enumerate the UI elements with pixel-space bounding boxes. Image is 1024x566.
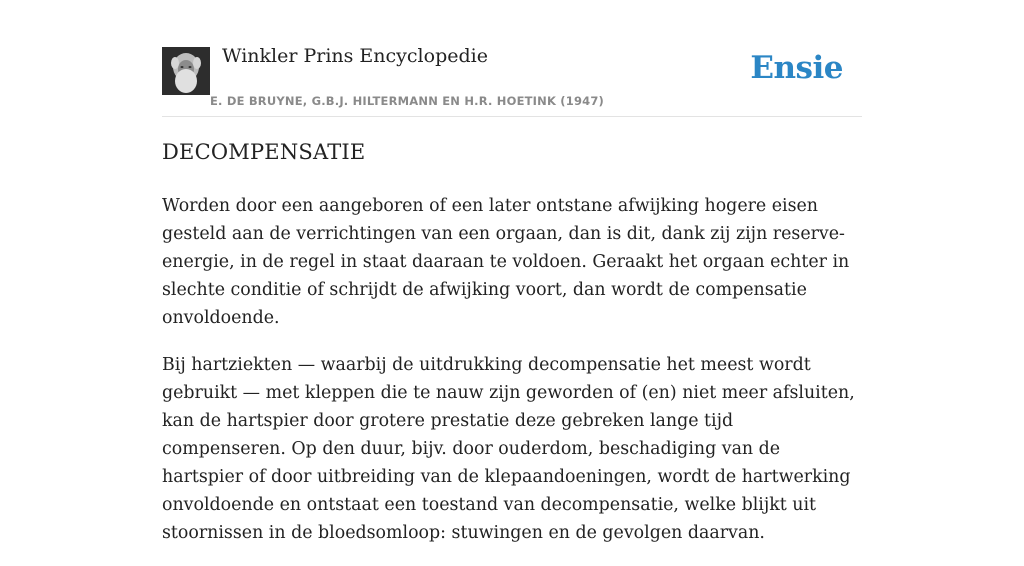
article-title: DECOMPENSATIE bbox=[162, 140, 366, 164]
page bbox=[162, 0, 862, 543]
article-body bbox=[162, 192, 862, 566]
portrait-icon bbox=[162, 47, 210, 95]
ensie-logo[interactable]: Ensie bbox=[750, 50, 843, 86]
paragraph: Bij hartziekten — waarbij de uitdrukking decompensatie het meest wordt gebruikt — met kleppen die te nauw zijn geworden of (en) niet meer afsluiten, kan de hartspier door grotere prestatie deze gebreken lange tijd compenseren. Op den duur, bijv. door ouderdom, beschadiging van de hartspier of door uitbreiding van de klepaandoeningen, wordt de hartwerking onvoldoende en ontstaat een toestand van decompensatie, welke blijkt uit stoornissen in de bloedsomloop: stuwingen en de gevolgen daarvan. bbox=[162, 355, 855, 543]
site-title[interactable]: Winkler Prins Encyclopedie bbox=[222, 45, 488, 67]
authors-line: E. DE BRUYNE, G.B.J. HILTERMANN EN H.R. HOETINK (1947) bbox=[210, 94, 605, 108]
paragraph: Worden door een aangeboren of een later ontstane afwijking hogere eisen gesteld aan de verrichtingen van een orgaan, dan is dit, dank zij zijn reserve-energie, in de regel in staat daaraan te voldoen. Geraakt het orgaan echter in slechte conditie of schrijdt de afwijking voort, dan wordt de compensatie onvoldoende. bbox=[162, 196, 850, 328]
header bbox=[162, 0, 862, 117]
author-avatar bbox=[162, 47, 210, 95]
